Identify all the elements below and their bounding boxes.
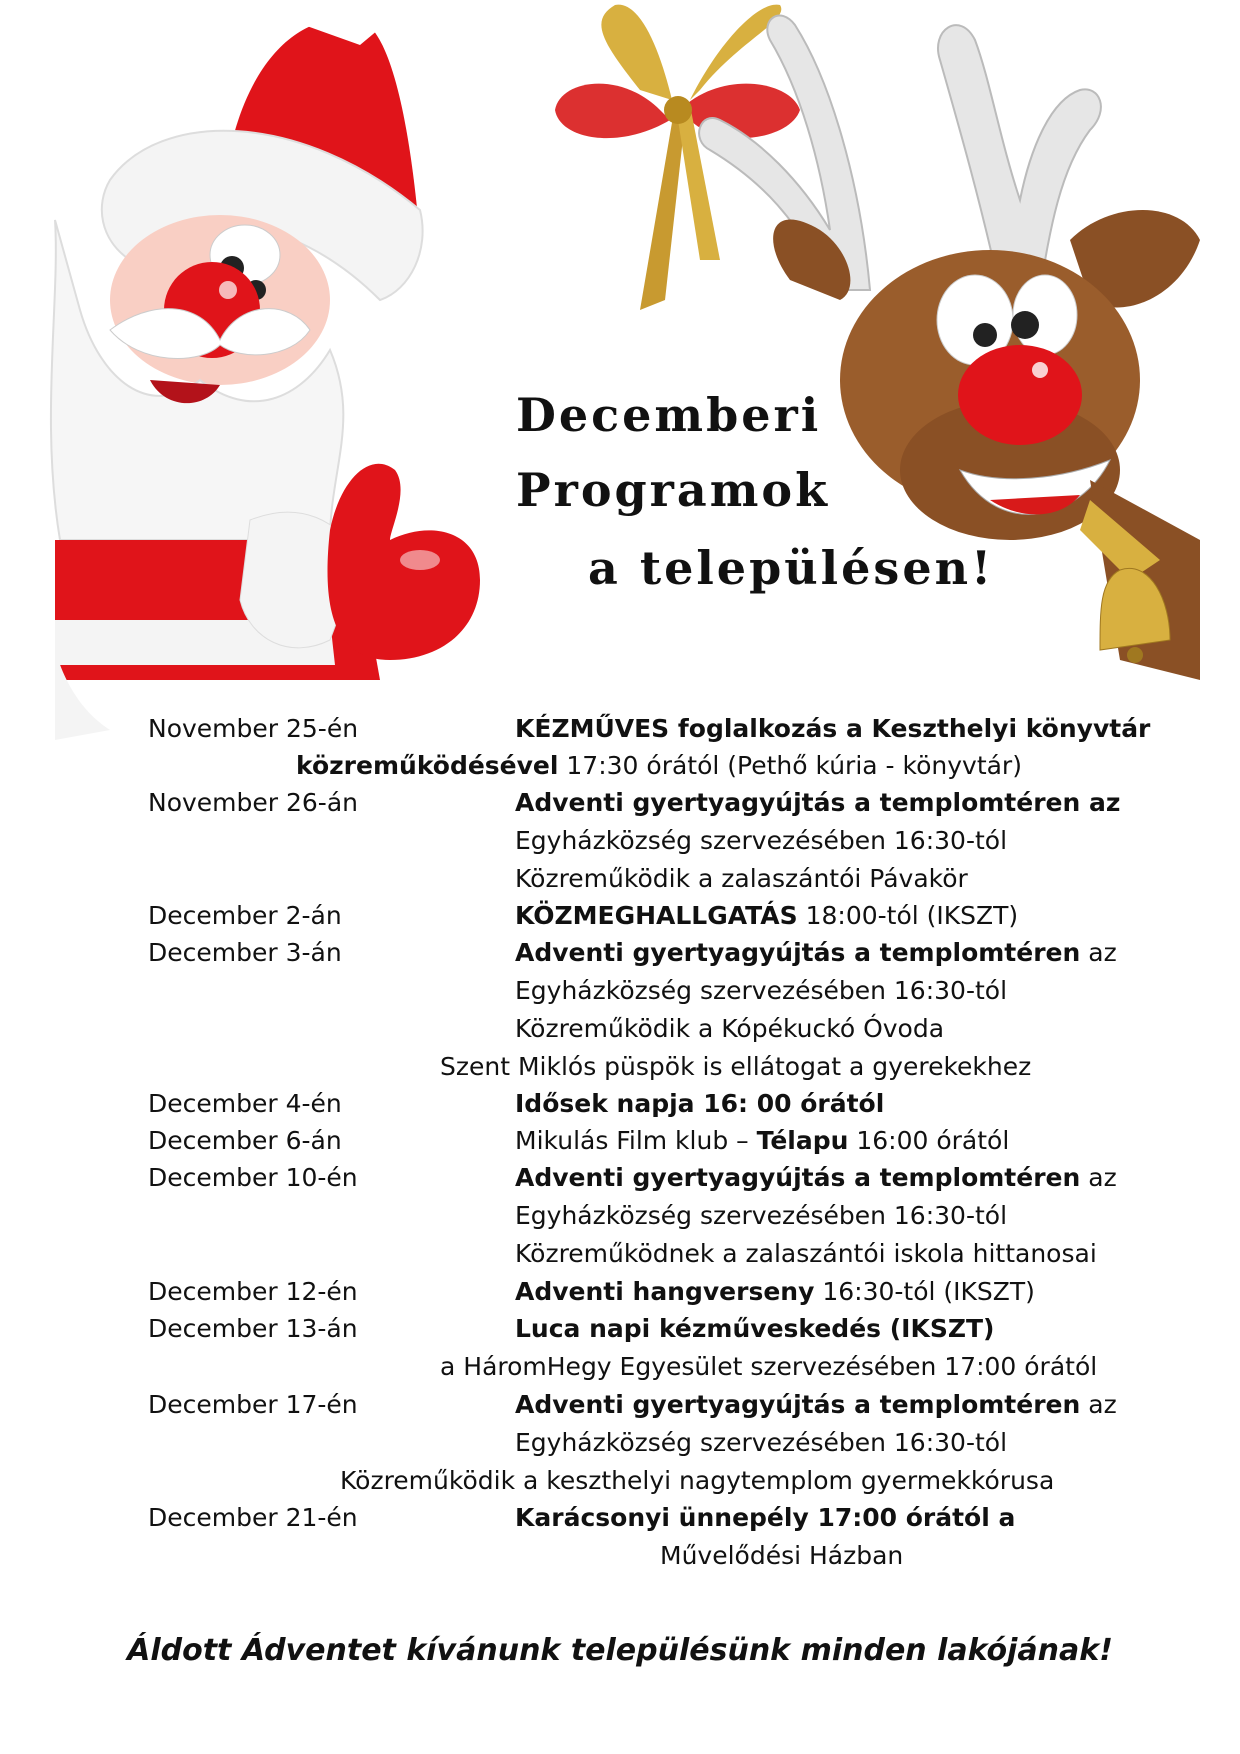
event-description: Mikulás Film klub – Télapu 16:00 órától	[515, 1126, 1010, 1155]
event-date: December 17-én	[148, 1390, 358, 1419]
event-description: Egyházközség szervezésében 16:30-tól	[515, 1201, 1008, 1230]
event-description: Egyházközség szervezésében 16:30-tól	[515, 1428, 1008, 1457]
event-date: December 6-án	[148, 1126, 342, 1155]
event-date: December 12-én	[148, 1277, 358, 1306]
page-title-line-1: Decemberi	[516, 388, 822, 442]
event-description: Művelődési Házban	[660, 1541, 904, 1570]
event-date: December 3-án	[148, 938, 342, 967]
event-description: közreműködésével 17:30 órától (Pethő kúria - könyvtár)	[296, 751, 1022, 780]
page-title-line-2: Programok	[516, 463, 830, 517]
event-date: December 13-án	[148, 1314, 358, 1343]
event-description: Idősek napja 16: 00 órától	[515, 1089, 885, 1118]
event-date: November 26-án	[148, 788, 358, 817]
event-description: Adventi gyertyagyújtás a templomtéren az	[515, 1163, 1117, 1192]
santa-illustration	[51, 5, 480, 743]
event-description: KÉZMŰVES foglalkozás a Keszthelyi könyvtár	[515, 714, 1151, 743]
event-description: Adventi gyertyagyújtás a templomtéren az	[515, 938, 1117, 967]
event-description: Egyházközség szervezésében 16:30-tól	[515, 826, 1008, 855]
event-date: December 4-én	[148, 1089, 342, 1118]
event-description: KÖZMEGHALLGATÁS 18:00-tól (IKSZT)	[515, 901, 1019, 930]
event-description: Közreműködnek a zalaszántói iskola hittanosai	[515, 1239, 1097, 1268]
header-illustration	[0, 0, 1240, 760]
event-description: Közreműködik a zalaszántói Pávakör	[515, 864, 968, 893]
event-date: December 10-én	[148, 1163, 358, 1192]
event-date: November 25-én	[148, 714, 359, 743]
page-title-line-3: a településen!	[588, 541, 995, 595]
event-description: Adventi gyertyagyújtás a templomtéren az	[515, 788, 1121, 817]
event-description: Adventi hangverseny 16:30-tól (IKSZT)	[515, 1277, 1035, 1306]
event-description: a HáromHegy Egyesület szervezésében 17:00 órától	[440, 1352, 1098, 1381]
event-description: Közreműködik a Kópékuckó Óvoda	[515, 1014, 945, 1043]
event-description: Karácsonyi ünnepély 17:00 órától a	[515, 1503, 1016, 1532]
event-description: Adventi gyertyagyújtás a templomtéren az	[515, 1390, 1117, 1419]
event-description: Közreműködik a keszthelyi nagytemplom gyermekkórusa	[340, 1466, 1055, 1495]
event-description: Luca napi kézműveskedés (IKSZT)	[515, 1314, 995, 1343]
event-date: December 21-én	[148, 1503, 358, 1532]
closing-greeting: Áldott Ádventet kívánunk településünk minden lakójának!	[127, 1633, 1113, 1668]
event-description: Szent Miklós püspök is ellátogat a gyerekekhez	[440, 1052, 1032, 1081]
event-description: Egyházközség szervezésében 16:30-tól	[515, 976, 1008, 1005]
event-date: December 2-án	[148, 901, 342, 930]
